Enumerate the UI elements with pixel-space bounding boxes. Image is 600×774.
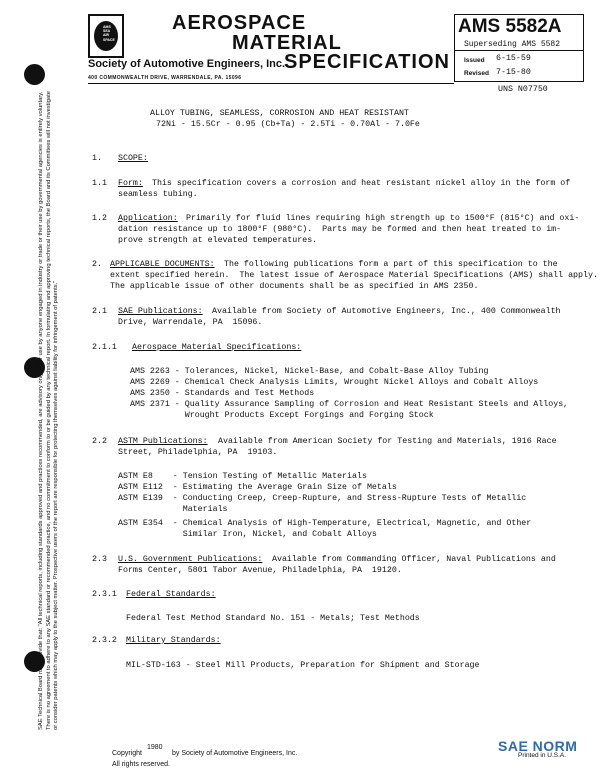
section-2-1-line1: Available from Society of Automotive Engineers, Inc., 400 Commonwealth: [212, 307, 561, 316]
astm-list-item: ASTM E112 - Estimating the Average Grain Size of Metals: [118, 483, 397, 492]
punch-hole-top: [24, 64, 45, 85]
ams-box-divider: [454, 50, 584, 51]
section-2-1-1-number: 2.1.1: [92, 343, 117, 352]
ams-list-item: Wrought Products Except Forgings and Forging Stock: [130, 411, 434, 420]
section-2-line2: extent specified herein. The latest issue of Aerospace Material Specifications (AMS) shall apply.: [110, 271, 598, 280]
section-2-3-1-number: 2.3.1: [92, 590, 117, 599]
section-1-1-line2: seamless tubing.: [118, 190, 198, 199]
copyright-by: by Society of Automotive Engineers, Inc.: [172, 750, 298, 757]
section-1-2-line3: prove strength at elevated temperatures.: [118, 236, 318, 245]
section-2-number: 2.: [92, 260, 102, 269]
doc-title-line1: ALLOY TUBING, SEAMLESS, CORROSION AND HEAT RESISTANT: [150, 109, 409, 118]
section-1-2-number: 1.2: [92, 214, 107, 223]
superseding: Superseding AMS 5582: [464, 40, 561, 49]
society-name: Society of Automotive Engineers, Inc.: [88, 58, 286, 70]
section-1-1-heading: Form:: [118, 179, 143, 188]
section-2-2-line1: Available from American Society for Testing and Materials, 1916 Race: [218, 437, 557, 446]
side-note: SAE Technical Board rules provide that: "All technical reports, including standards approved and practices recommended, are advisory only. Their use by anyone engaged in industry or trade or their use by governmental agencies is entirely voluntary. There is no agreement to adhere to any SAE standard or recommended practice, and no commitment to conform to or be guided by any technical report. In formulating and approving technical reports, the Board and its Committees will not investigate or consider patents which may apply to the subject matter. Prospective users of the report are responsible for protecting themselves against liability for infringement of patents.": [38, 91, 60, 730]
section-2-1-line2: Drive, Warrendale, PA 15096.: [118, 318, 263, 327]
section-1-number: 1.: [92, 154, 102, 163]
section-1-1-number: 1.1: [92, 179, 107, 188]
copyright-label: Copyright: [112, 750, 142, 757]
doc-title-line2: 72Ni - 15.5Cr - 0.95 (Cb+Ta) - 2.5Ti - 0.70Al - 7.0Fe: [156, 120, 420, 129]
section-2-2-line2: Street, Philadelphia, PA 19103.: [118, 448, 278, 457]
section-2-line1: The following publications form a part of this specification to the: [224, 260, 558, 269]
section-2-3-1-heading: Federal Standards:: [126, 590, 216, 599]
revised-label: Revised: [464, 70, 489, 77]
section-2-2-number: 2.2: [92, 437, 107, 446]
section-2-3-line2: Forms Center, 5801 Tabor Avenue, Philadelphia, PA 19120.: [118, 566, 402, 575]
copyright-year: 1980: [147, 744, 163, 751]
sae-norm-watermark: SAE NORM: [498, 738, 578, 754]
section-2-3-1-line1: Federal Test Method Standard No. 151 - Metals; Test Methods: [126, 614, 420, 623]
section-2-1-number: 2.1: [92, 307, 107, 316]
section-1-heading: SCOPE:: [118, 154, 148, 163]
issued-date: 6-15-59: [496, 54, 531, 63]
section-2-1-heading: SAE Publications:: [118, 307, 203, 316]
ams-list-item: AMS 2269 - Chemical Check Analysis Limits, Wrought Nickel Alloys and Cobalt Alloys: [130, 378, 539, 387]
section-2-3-2-number: 2.3.2: [92, 636, 117, 645]
section-2-3-number: 2.3: [92, 555, 107, 564]
side-note-column: [38, 90, 88, 740]
astm-list-item: ASTM E354 - Chemical Analysis of High-Temperature, Electrical, Magnetic, and Other: [118, 519, 532, 528]
printed-in-usa: Printed in U.S.A.: [518, 752, 567, 759]
header-title-material: MATERIAL: [232, 32, 342, 54]
astm-list-item: ASTM E139 - Conducting Creep, Creep-Rupture, and Stress-Rupture Tests of Metallic: [118, 494, 527, 503]
section-1-1-line1: This specification covers a corrosion and heat resistant nickel alloy in the form of: [152, 179, 571, 188]
header-rule: [88, 83, 454, 84]
society-address: 400 COMMONWEALTH DRIVE, WARRENDALE, PA. 15096: [88, 75, 242, 81]
section-2-3-heading: U.S. Government Publications:: [118, 555, 263, 564]
section-1-2-line1: Primarily for fluid lines requiring high strength up to 1500°F (815°C) and oxi-: [186, 214, 580, 223]
header-title-specification: SPECIFICATION: [284, 51, 450, 73]
section-1-2-line2: dation resistance up to 1800°F (980°C). Parts may be formed and then heat treated to im-: [118, 225, 562, 234]
section-1-2-heading: Application:: [118, 214, 178, 223]
header-title-aerospace: AEROSPACE: [172, 12, 307, 34]
issued-label: Issued: [464, 57, 485, 64]
section-2-2-heading: ASTM Publications:: [118, 437, 208, 446]
ams-list-item: AMS 2350 - Standards and Test Methods: [130, 389, 315, 398]
revised-date: 7-15-80: [496, 68, 531, 77]
section-2-heading: APPLICABLE DOCUMENTS:: [110, 260, 215, 269]
rights-reserved: All rights reserved.: [112, 761, 170, 768]
uns-number: UNS N07750: [498, 85, 548, 94]
logo-text: AMS SEA AIR SPACE: [103, 25, 115, 42]
astm-list-item: Similar Iron, Nickel, and Cobalt Alloys: [118, 530, 377, 539]
ams-list-item: AMS 2263 - Tolerances, Nickel, Nickel-Base, and Cobalt-Base Alloy Tubing: [130, 367, 489, 376]
section-2-line3: The applicable issue of other documents shall be as specified in AMS 2350.: [110, 282, 479, 291]
ams-list-item: AMS 2371 - Quality Assurance Sampling of Corrosion and Heat Resistant Steels and Alloys,: [130, 400, 569, 409]
section-2-1-1-heading: Aerospace Material Specifications:: [132, 343, 302, 352]
section-2-3-2-line1: MIL-STD-163 - Steel Mill Products, Preparation for Shipment and Storage: [126, 661, 480, 670]
sae-logo: [88, 14, 124, 58]
astm-list-item: Materials: [118, 505, 228, 514]
ams-number: AMS 5582A: [458, 16, 562, 37]
section-2-3-line1: Available from Commanding Officer, Naval Publications and: [272, 555, 556, 564]
section-2-3-2-heading: Military Standards:: [126, 636, 221, 645]
astm-list-item: ASTM E8 - Tension Testing of Metallic Materials: [118, 472, 367, 481]
